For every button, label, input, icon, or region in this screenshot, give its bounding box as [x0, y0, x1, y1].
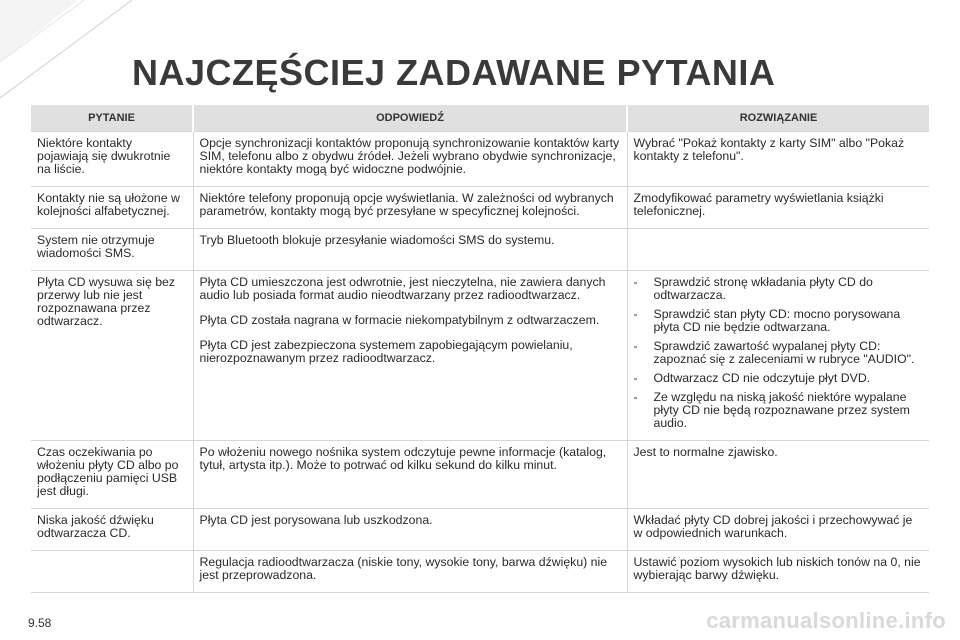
list-dash: -: [633, 339, 638, 353]
list-dash: -: [633, 390, 638, 404]
solution-text: Sprawdzić zawartość wypalanej płyty CD: zapoznać się z zaleceniami w rubryce "AUDIO".: [653, 339, 915, 366]
corner-decoration: [0, 0, 140, 120]
answer-text: Opcje synchronizacji kontaktów proponują synchronizowanie kontaktów karty SIM, telefonu albo z obydwu źródeł. Jeżeli wybrano obydwie synchronizacje, niektóre kontakty mogą być widoczne podwójnie.: [199, 136, 620, 176]
answer-text: Niektóre telefony proponują opcje wyświetlania. W zależności od wybranych parametrów, kontakty mogą być przesyłane w specyficznej kolejności.: [199, 191, 614, 218]
answer-cell: [193, 229, 627, 271]
solution-list-item: [634, 308, 924, 334]
answer-cell: [193, 509, 627, 551]
solution-cell: [627, 271, 929, 441]
solution-list-item: [634, 276, 924, 302]
page-title: NAJCZĘŚCIEJ ZADAWANE PYTANIA: [132, 52, 776, 93]
solution-cell: Ustawić poziom wysokich lub niskich tonów na 0, nie wybierając barwy dźwięku.: [627, 551, 929, 593]
table-row: [31, 229, 929, 271]
solution-list-item: [634, 391, 924, 430]
column-header-solution: ROZWIĄZANIE: [627, 105, 929, 132]
answer-text: Płyta CD jest zabezpieczona systemem zapobiegającym powielaniu, nierozpoznawanym przez radioodtwarzacz.: [199, 338, 573, 365]
page-number: 9.58: [28, 616, 52, 630]
solution-text: Sprawdzić stronę wkładania płyty CD do odtwarzacza.: [653, 275, 873, 302]
answer-text: Płyta CD jest porysowana lub uszkodzona.: [199, 513, 433, 527]
solution-list-item: [634, 372, 924, 385]
answer-text: Regulacja radioodtwarzacza (niskie tony, wysokie tony, barwa dźwięku) nie jest przeprowadzona.: [199, 555, 608, 582]
table-row: [31, 441, 929, 509]
solution-cell: Wkładać płyty CD dobrej jakości i przechowywać je w odpowiednich warunkach.: [627, 509, 929, 551]
answer-text: Tryb Bluetooth blokuje przesyłanie wiadomości SMS do systemu.: [199, 233, 555, 247]
solution-list-item: [634, 340, 924, 366]
question-cell: System nie otrzymuje wiadomości SMS.: [31, 229, 193, 271]
answer-cell: [193, 551, 627, 593]
answer-cell: [193, 271, 627, 441]
list-dash: -: [633, 275, 638, 289]
table-row: [31, 509, 929, 551]
watermark: carmanualsonline.info: [706, 608, 946, 633]
solution-cell: Jest to normalne zjawisko.: [627, 441, 929, 509]
table-row: [31, 187, 929, 229]
question-cell: Kontakty nie są ułożone w kolejności alfabetycznej.: [31, 187, 193, 229]
question-cell: Czas oczekiwania po włożeniu płyty CD albo po podłączeniu pamięci USB jest długi.: [31, 441, 193, 509]
table-row: [31, 132, 929, 187]
list-dash: -: [633, 371, 638, 385]
table-row: [31, 551, 929, 593]
list-dash: -: [633, 307, 638, 321]
answer-cell: [193, 187, 627, 229]
solution-text: Sprawdzić stan płyty CD: mocno porysowana płyta CD nie będzie odtwarzana.: [653, 307, 901, 334]
solution-cell: [627, 229, 929, 271]
column-header-question: PYTANIE: [31, 105, 193, 132]
faq-table: [31, 105, 929, 593]
question-cell: Niektóre kontakty pojawiają się dwukrotnie na liście.: [31, 132, 193, 187]
answer-text: Po włożeniu nowego nośnika system odczytuje pewne informacje (katalog, tytuł, artysta itp.). Może to potrwać od kilku sekund do kilku minut.: [199, 445, 607, 472]
solution-cell: Wybrać "Pokaż kontakty z karty SIM" albo "Pokaż kontakty z telefonu".: [627, 132, 929, 187]
column-header-answer: ODPOWIEDŹ: [193, 105, 627, 132]
question-cell: [31, 551, 193, 593]
answer-text: Płyta CD umieszczona jest odwrotnie, jest nieczytelna, nie zawiera danych audio lub posiada format audio nieodtwarzany przez radioodtwarzacz.: [199, 275, 606, 302]
answer-text: Płyta CD została nagrana w formacie niekompatybilnym z odtwarzaczem.: [199, 313, 600, 327]
solution-text: Ze względu na niską jakość niektóre wypalane płyty CD nie będą rozpoznawane przez system audio.: [653, 390, 910, 430]
answer-cell: [193, 132, 627, 187]
question-cell: Płyta CD wysuwa się bez przerwy lub nie jest rozpoznawana przez odtwarzacz.: [31, 271, 193, 441]
solution-text: Odtwarzacz CD nie odczytuje płyt DVD.: [653, 371, 871, 385]
table-header-row: [31, 105, 929, 132]
answer-cell: [193, 441, 627, 509]
table-row: [31, 271, 929, 441]
solution-cell: Zmodyfikować parametry wyświetlania książki telefonicznej.: [627, 187, 929, 229]
question-cell: Niska jakość dźwięku odtwarzacza CD.: [31, 509, 193, 551]
